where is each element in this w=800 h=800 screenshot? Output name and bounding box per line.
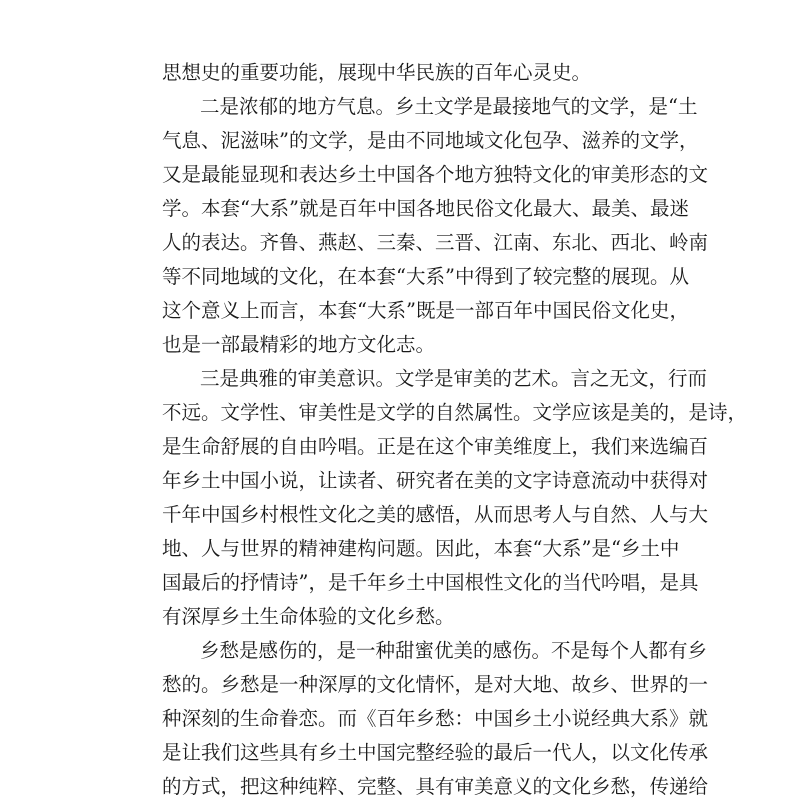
text-line: 人的表达。齐鲁、燕赵、三秦、三晋、江南、东北、西北、岭南 [162,231,709,254]
text-line: 种深刻的生命眷恋。而《百年乡愁：中国乡土小说经典大系》就 [162,707,709,730]
text-line: 思想史的重要功能，展现中华民族的百年心灵史。 [162,61,592,84]
text-line: 的方式，把这种纯粹、完整、具有审美意义的文化乡愁，传递给 [162,775,709,798]
text-line: 又是最能显现和表达乡土中国各个地方独特文化的审美形态的文 [162,163,709,186]
text-line: 是生命舒展的自由吟唱。正是在这个审美维度上，我们来选编百 [162,435,709,458]
paragraph-first-line: 乡愁是感伤的，是一种甜蜜优美的感伤。不是每个人都有乡 [200,639,708,662]
text-line: 也是一部最精彩的地方文化志。 [162,333,436,356]
paragraph-first-line: 二是浓郁的地方气息。乡土文学是最接地气的文学，是“土 [200,95,698,118]
text-line: 年乡土中国小说，让读者、研究者在美的文字诗意流动中获得对 [162,469,709,492]
text-line: 地、人与世界的精神建构问题。因此，本套“大系”是“乡土中 [162,537,680,560]
text-line: 愁的。乡愁是一种深厚的文化情怀，是对大地、故乡、世界的一 [162,673,709,696]
text-line: 有深厚乡土生命体验的文化乡愁。 [162,605,455,628]
text-line: 这个意义上而言，本套“大系”既是一部百年中国民俗文化史， [162,299,689,322]
text-line: 气息、泥滋味”的文学，是由不同地域文化包孕、滋养的文学， [162,129,699,152]
text-line: 不远。文学性、审美性是文学的自然属性。文学应该是美的，是诗， [162,401,748,424]
text-line: 学。本套“大系”就是百年中国各地民俗文化最大、最美、最迷 [162,197,689,220]
text-line: 等不同地域的文化，在本套“大系”中得到了较完整的展现。从 [162,265,689,288]
text-line: 国最后的抒情诗”，是千年乡土中国根性文化的当代吟唱，是具 [162,571,699,594]
text-line: 千年中国乡村根性文化之美的感悟，从而思考人与自然、人与大 [162,503,709,526]
text-line: 是让我们这些具有乡土中国完整经验的最后一代人，以文化传承 [162,741,709,764]
paragraph-first-line: 三是典雅的审美意识。文学是审美的艺术。言之无文，行而 [200,367,708,390]
